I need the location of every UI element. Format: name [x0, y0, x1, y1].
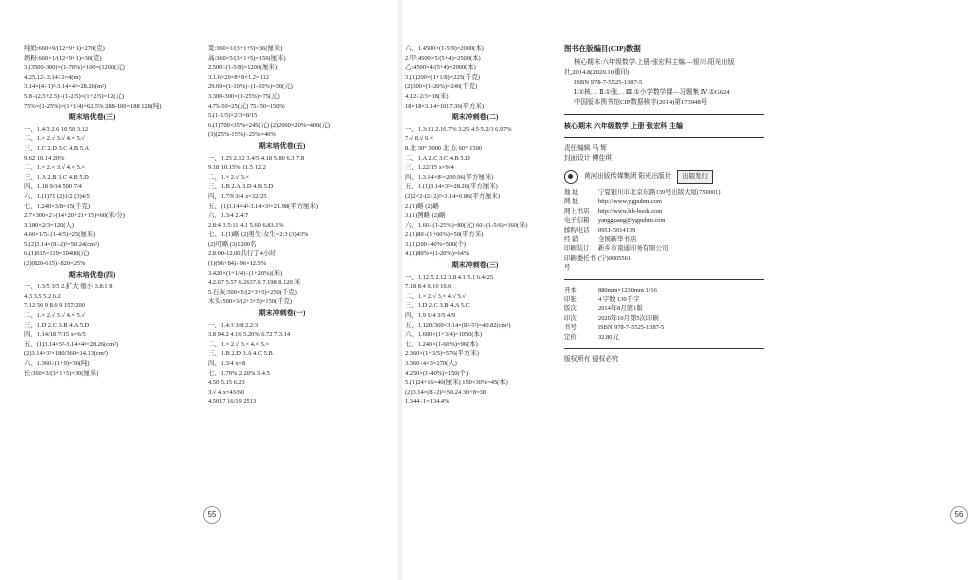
info-key: 网 址 [564, 198, 579, 206]
cip-classify: Ⅰ.①核… Ⅱ.①张… Ⅲ.①小学数学课—习题集 Ⅳ.①G624 [574, 89, 730, 96]
answer-line: 五、(1)3.14×4²-3.14×3²=21.98(平方厘米) [208, 202, 318, 210]
info-key: 邮购电话 [564, 226, 590, 234]
publisher-logo-icon [564, 170, 578, 184]
info-key: 定价 [564, 333, 577, 341]
answer-line: 5.(2)3.14×(8÷2)²=50.24(cm²) [24, 240, 100, 248]
info-value: http://www.ygpubm.com [598, 198, 662, 206]
answer-line: 5.(1-1/5)×2/3=8/15 [208, 112, 258, 120]
answer-line: 4.250×(1-40%)=150(个) [405, 369, 469, 377]
answer-line: (2)(820-615)÷820=25% [24, 260, 86, 268]
answer-line: 七、1.70% 2.20% 3.4.5 [208, 369, 270, 377]
section-heading: 期末培优卷(三) [68, 113, 116, 122]
answer-line: 8.北 30° 3000 北 东 60° 1500 [405, 144, 483, 152]
info-value: 2020年10月第5次印刷 [598, 314, 659, 322]
answer-line: 2.(1)80÷(1+60%)=50(平方米) [405, 231, 484, 239]
answer-line: 7.12.56 9 8.6 9 157/200 [24, 302, 85, 310]
answer-line: 4.(1)80%×(1-20%)=64% [405, 250, 470, 258]
info-value: 宁夏银川市北京东路139号出版大厦(750001) [598, 189, 721, 196]
answer-line: 五、1.120/360×3.14×(8²-5²)=40.82(cm²) [405, 321, 511, 329]
info-value: ISBN 978-7-5525-1387-5 [598, 324, 665, 332]
info-value: (宁)0005561 [598, 254, 632, 262]
section-heading: 期末培优卷(四) [68, 270, 116, 279]
answer-line: 一、1.12.5 2.12 3.8 4.1 5.1 6.4/25 [405, 273, 494, 281]
answer-line: 四、1.18 9/14 500 7/4 [24, 183, 82, 191]
answer-line: 二、1.A 2.C 3.C 4.B 5.D [405, 154, 470, 162]
answer-line: 四、1.3/4 x=8 [208, 360, 246, 367]
answer-line: 75%×(1-25%)×(1+1/4)=62.5% 288-100=188 128(吨) [24, 102, 162, 110]
info-key: 印张 [564, 296, 577, 304]
answer-line: 29.69×(1-10%)÷(1-10%)=30(元) [208, 83, 293, 91]
answer-line: 7.18 8.4 9.10 10.6 [405, 283, 452, 291]
answer-line: 二、1.× 2.√ 3.× [208, 173, 250, 181]
answer-line: 2.甲:4500×5/(5+4)=2500(本) [405, 54, 481, 62]
page-55 [0, 0, 398, 580]
answer-line: (2)300×(1-20%)=240(千克) [405, 83, 478, 91]
answer-line: 6.(1)700×35%=245(元) (2)2000×20%=400(元) [208, 121, 330, 129]
answer-line: 9.62 10.14 20% [24, 154, 65, 162]
info-key: 印刷装订 [564, 245, 590, 253]
answer-line: 奶粉:660×1/(12+9+1)=30(克) [24, 54, 102, 62]
answer-line: 3.300-300×(1-25%)=75(元) [208, 92, 280, 100]
cip-library: 中国版本图书馆CIP数据核字(2014)第173948号 [574, 99, 708, 106]
section-heading: 期末培优卷(五) [258, 141, 306, 150]
answer-line: 一、1.25 2.12 3.4/5 4.18 5.80 6.3 7.8 [208, 154, 305, 162]
answer-line: 三、1.D 2.C 3.B 4.A 5.C [405, 302, 470, 310]
answer-line: 6.(1)615×119=10400(元) [24, 250, 90, 258]
info-row [564, 295, 764, 304]
answer-line: 3.8 94.2 4.16 5.20% 6.72 7.3.14 [208, 331, 291, 339]
answer-line: 四、1.14/18 7/15 x=6/5 [24, 331, 86, 339]
answer-line: 二、1.× 2.√ 3.√ 4.× 5.√ [24, 135, 85, 143]
answer-line: 3.180×2/3=120(人) [24, 221, 74, 229]
answer-line: 三、1.A 2.B 3.C 4.B 5.D [24, 173, 89, 181]
answer-column-1 [24, 44, 160, 514]
answer-line: 四、1.9 1/4 3/5 4/9 [405, 312, 456, 320]
info-row [564, 188, 764, 197]
answer-line: 4.3 3.5 5.2 6.2 [24, 292, 61, 300]
designer-label: 封面设计 [564, 155, 591, 162]
divider [564, 114, 764, 115]
book-specs [564, 286, 764, 342]
answer-line: 七、1.(1)略 (2)男生:女生=2:3 (3)43% [208, 231, 309, 239]
info-row [564, 197, 764, 206]
info-value: http://www.hh-book.com [598, 207, 663, 215]
editor-label: 责任编辑 [564, 145, 591, 152]
info-key: 书号 [564, 324, 577, 332]
answer-line: 3.√ 4.x=43/60 [208, 388, 245, 396]
divider [564, 279, 764, 280]
info-row [564, 304, 764, 313]
answer-line: 4.5017 16/19 2513 [208, 398, 257, 406]
answer-line: 六、1.(1)71 (2)1/2 (3)4/5 [24, 192, 90, 200]
publisher-row [564, 170, 764, 184]
answer-line: 5.8÷(2.5+2.5)÷(1-2/5)×(1+2/5)=12(元) [24, 92, 125, 100]
info-row [564, 254, 764, 273]
answer-line: 4.12÷2/3=18(米) [405, 92, 449, 100]
answer-line: 9.18 10.15% 11.5 12.2 [208, 164, 266, 172]
info-value: 4 字数 130千字 [598, 296, 640, 304]
publisher-badge: 出版发行 [677, 170, 713, 184]
answer-line: 1.344÷1=134.4% [405, 398, 450, 406]
section-heading: 期末冲刺卷(三) [451, 261, 499, 270]
credits [564, 144, 764, 164]
answer-line: 七、1.240×3/8=15(千克) [24, 202, 90, 210]
answer-line: 一、1.4/3 2.6 10 50 3.12 [24, 125, 89, 133]
page-number: 55 [203, 506, 221, 524]
answer-line: 三、1.D 2.C 3.B 4.A 5.D [24, 321, 90, 329]
book-title-line: 核心期末 六年级数学 上册 张宏科 主编 [564, 122, 683, 130]
answer-column-3 [405, 44, 545, 514]
answer-line: 五、1.(1)3.14×3²=28.26(平方厘米) [405, 183, 498, 191]
answer-line: 六、1.3/4 2.4:7 [208, 212, 249, 220]
answer-line: 2.8.00-12.00共行了4小时 [208, 250, 276, 258]
answer-line: 2.(1)略 (2)略 [405, 202, 440, 210]
answer-line: 二、1.× 2.√ 3.√ 4.× 5.√ [24, 312, 85, 320]
info-row [564, 323, 764, 332]
answer-line: 3.1.6×20×8+8×1.2=112 [208, 73, 269, 81]
answer-column-2 [208, 44, 356, 514]
answer-line: 3.420×(1+1/4)÷(1+20%)(米) [208, 269, 283, 277]
info-key: 经 销 [564, 236, 579, 244]
answer-line: 六、1.600×(1+3/4)=1050(本) [405, 331, 483, 339]
answer-line: 四、1.3.14×8²=200.96(平方厘米) [405, 173, 494, 181]
info-row [564, 216, 764, 225]
info-key: 电子信箱 [564, 217, 590, 225]
info-value: yangguang@ygpubm.com [598, 217, 666, 225]
divider [564, 137, 764, 138]
publisher-details [564, 188, 764, 273]
answer-line: 5.(1)24+16=40(厘米) 150×30%=45(本) [405, 379, 508, 387]
publisher-name: 黄河出版传媒集团 阳光出版社 [584, 173, 672, 180]
cip-heading: 图书在版编目(CIP)数据 [564, 44, 641, 53]
info-value: 32.80元 [598, 333, 619, 341]
answer-line: 2.7×300×2÷(14+20+21+15)=60(米/分) [24, 212, 125, 220]
answer-line: 六、1.60÷(1-25%)=80(元) 60÷(1-5/6)=360(米) [405, 221, 528, 229]
info-row [564, 286, 764, 295]
answer-line: 4.75-50=25(元) 75÷50=150% [208, 102, 285, 110]
answer-line: (2)3.14×3²×180/360=14.13(cm²) [24, 350, 108, 358]
section-heading: 期末冲刺卷(一) [258, 309, 306, 318]
cip-isbn: ISBN 978-7-5525-1387-5 [574, 79, 643, 86]
section-heading: 期末冲刺卷(二) [451, 113, 499, 122]
answer-line: 一、1.4:3 3/8 2.2:3 [208, 321, 259, 329]
answer-line: 3.(3500-300)×(1-70%)×100=(1260(元) [24, 64, 125, 72]
designer-name: 傅佳琪 [592, 155, 612, 162]
answer-line: 4.2.67 5.57 6.2637.6 7.198 8.120 米 [208, 279, 301, 287]
info-key: 开本 [564, 286, 577, 294]
info-value: 880mm×1230mm 1/16 [598, 286, 657, 294]
info-row [564, 244, 764, 253]
answer-line: 4.60×1/5÷(1-4/5)=25(厘米) [24, 231, 96, 239]
answer-line: 六、1.4500×(1-5/9)=2000(本) [405, 45, 484, 52]
answer-line: 高:360×5/(3+1+5)=150(厘米) [208, 54, 286, 62]
answer-line: (2)可略 (3)1200名 [208, 240, 257, 248]
answer-line: (2)2×2-(2÷2)²×3.14=0.86(平方厘米) [405, 192, 501, 200]
info-value: 全国新华书店 [598, 236, 637, 244]
info-key: 印刷委托书号 [564, 254, 596, 272]
info-row [564, 235, 764, 244]
answer-line: 三、1.B 2.D 3.A 4.C 5.B [208, 350, 273, 358]
cip-line: 核心期末:六年级数学.上册/张宏科主编.—银川:阳光出版社,2014.8(2020.10重印) [564, 59, 735, 76]
answer-line: 2.8:4 3.5:11 4.1 5.60 6.83.1% [208, 221, 284, 229]
cip-block [564, 44, 764, 365]
answer-line: 5.石灰:500×5/(2+3+5)=250(千克) [208, 288, 297, 296]
answer-line: 五、(1)3.14×5²-3.14×4²=28.26(cm²) [24, 340, 119, 348]
answer-line: 宽:360×1/(3+1+5)=36(厘米) [208, 45, 283, 52]
answer-line: 7.√ 8.√ 9.× [405, 135, 434, 143]
answer-line: 3.(1)200÷40%=500(个) [405, 240, 466, 248]
answer-line: 2.500÷(1-5/8)=1200(厘米) [208, 64, 278, 72]
answer-line: 三、1.C 2.D 3.C 4.B 5.A [24, 144, 90, 152]
page-number: 56 [950, 506, 968, 524]
editor-name: 马 辉 [592, 145, 607, 152]
answer-line: 纯奶:660×9/(12+9+1)=270(克) [24, 45, 105, 52]
info-row [564, 333, 764, 342]
answer-line: 3.(1)200×(1+1/8)=225(千克) [405, 73, 480, 81]
answer-line: 3.14×(4÷1)²-3.14×4²=28.26(m²) [24, 83, 107, 91]
answer-line: 六、1.360÷(1+9)=36(吨) [24, 360, 90, 367]
answer-line: 长:360×3/(3+1+5)=30(厘米) [24, 369, 99, 377]
answer-line: 二、1.× 2.√ 3.× 4.× 5.× [208, 340, 270, 348]
answer-line: 3.(1)图略 (2)略 [405, 212, 446, 220]
answer-line: (1)(96+84)÷96×12.5% [208, 260, 267, 268]
answer-line: (3)(25%-15%)÷25%=40% [208, 131, 276, 139]
answer-line: 七、1.240×(1-60%)=96(本) [405, 340, 478, 348]
answer-line: 二、1.× 2.√ 3.× 4.√ 5.√ [405, 292, 466, 300]
info-key: 地 址 [564, 189, 579, 196]
answer-line: 一、1.3:11 2.16.7% 3.25 4.5 5.2/3 6.97% [405, 125, 512, 133]
answer-line: 3.360÷4×3=270(人) [405, 360, 457, 367]
answer-line: 2.360×(1+3/5)=576(平方米) [405, 350, 479, 358]
answer-line: 一、1.3/5 3/5 2.扩大 缩小 3.8:1 8 [24, 283, 113, 291]
divider [564, 348, 764, 349]
answer-line: (2)3.14×(8÷2)²=50.24 30+8=38 [405, 388, 487, 396]
answer-line: 4.50 5.15 6.23 [208, 379, 245, 387]
answer-line: 4.25.12÷3.14÷2=4(m) [24, 73, 81, 81]
rights-notice: 版权所有 侵权必究 [564, 356, 619, 364]
info-key: 版次 [564, 305, 577, 313]
info-value: 0951-5014139 [598, 226, 636, 234]
answer-line: 三、1.22/15 x=9/4 [405, 164, 454, 172]
answer-line: 木头:500×3/(2+3+5)=150(千克) [208, 298, 292, 306]
info-key: 网上书店 [564, 207, 590, 215]
info-key: 印次 [564, 314, 577, 322]
info-row [564, 207, 764, 216]
answer-line: 四、1.7/9 3/4 x=32/25 [208, 192, 267, 200]
info-value: 2014年8月第1版 [598, 305, 643, 313]
info-row [564, 314, 764, 323]
answer-line: 乙:4500×4/(5+4)=2000(本) [405, 64, 476, 72]
info-value: 新乡市南通印务有限公司 [598, 245, 669, 253]
answer-line: 18×18×3.14=1017.36(平方米) [405, 102, 484, 110]
answer-line: 三、1.B 2.A 3.D 4.B 5.D [208, 183, 274, 191]
answer-line: 二、1.× 2.× 3.√ 4.× 5.× [24, 164, 86, 172]
info-row [564, 226, 764, 235]
